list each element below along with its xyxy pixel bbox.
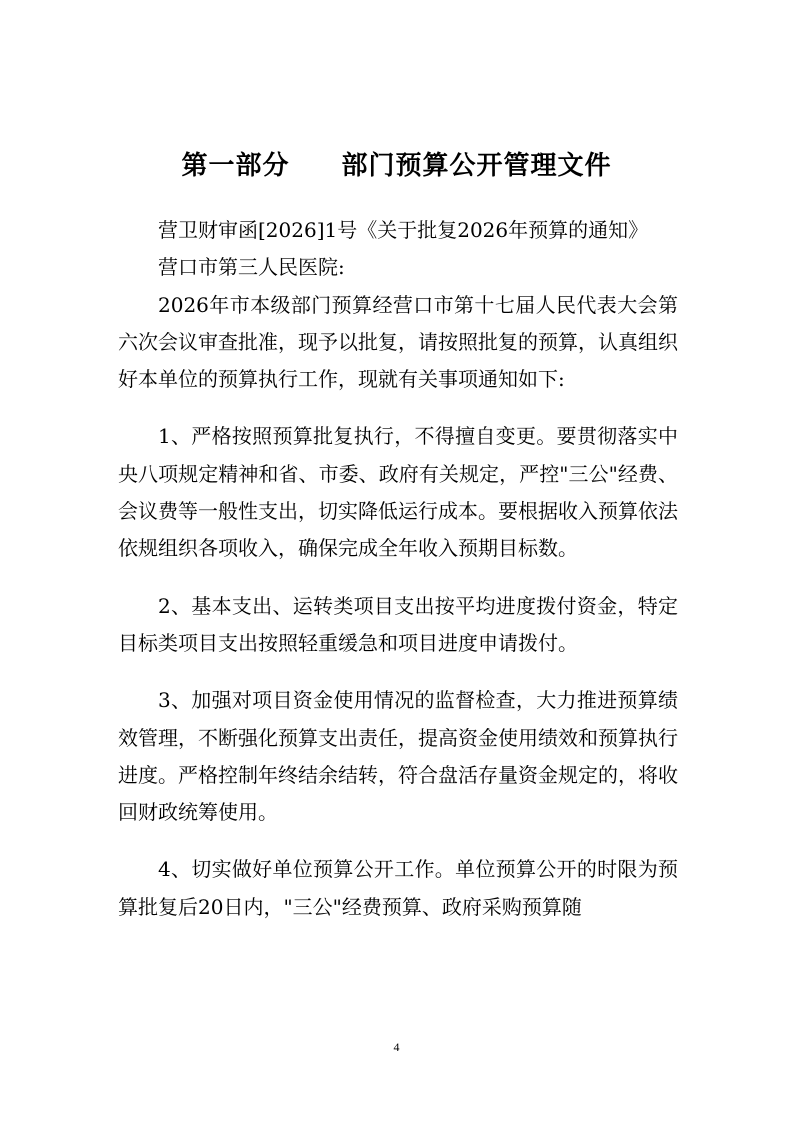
paragraph-item-3: 3、加强对项目资金使用情况的监督检查，大力推进预算绩效管理，不断强化预算支出责任，提高资金使用绩效和预算执行进度。严格控制年终结余结转，符合盘活存量资金规定的，将收回财政统筹使用。 — [118, 688, 678, 825]
document-body — [118, 212, 678, 926]
paragraph-item-2: 2、基本支出、运转类项目支出按平均进度拨付资金，特定目标类项目支出按照轻重缓急和项目进度申请拨付。 — [118, 593, 678, 655]
paragraph-item-1: 1、严格按照预算批复执行，不得擅自变更。要贯彻落实中央八项规定精神和省、市委、政府有关规定，严控"三公"经费、会议费等一般性支出，切实降低运行成本。要根据收入预算依法依规组织各项收入，确保完成全年收入预期目标数。 — [118, 424, 678, 561]
title-part: 第一部分 — [181, 151, 290, 181]
page-number: 4 — [393, 1040, 400, 1054]
document-reference: 营卫财审函[2026]1号《关于批复2026年预算的通知》 — [158, 218, 649, 242]
paragraph-item-4: 4、切实做好单位预算公开工作。单位预算公开的时限为预算批复后20日内，"三公"经费预算、政府采购预算随 — [118, 857, 678, 919]
page-title — [0, 145, 793, 182]
intro-paragraph: 2026年市本级部门预算经营口市第十七届人民代表大会第六次会议审查批准，现予以批复，请按照批复的预算，认真组织好本单位的预算执行工作，现就有关事项通知如下: — [118, 292, 678, 392]
addressee: 营口市第三人民医院: — [158, 255, 345, 280]
title-name: 部门预算公开管理文件 — [341, 151, 612, 181]
